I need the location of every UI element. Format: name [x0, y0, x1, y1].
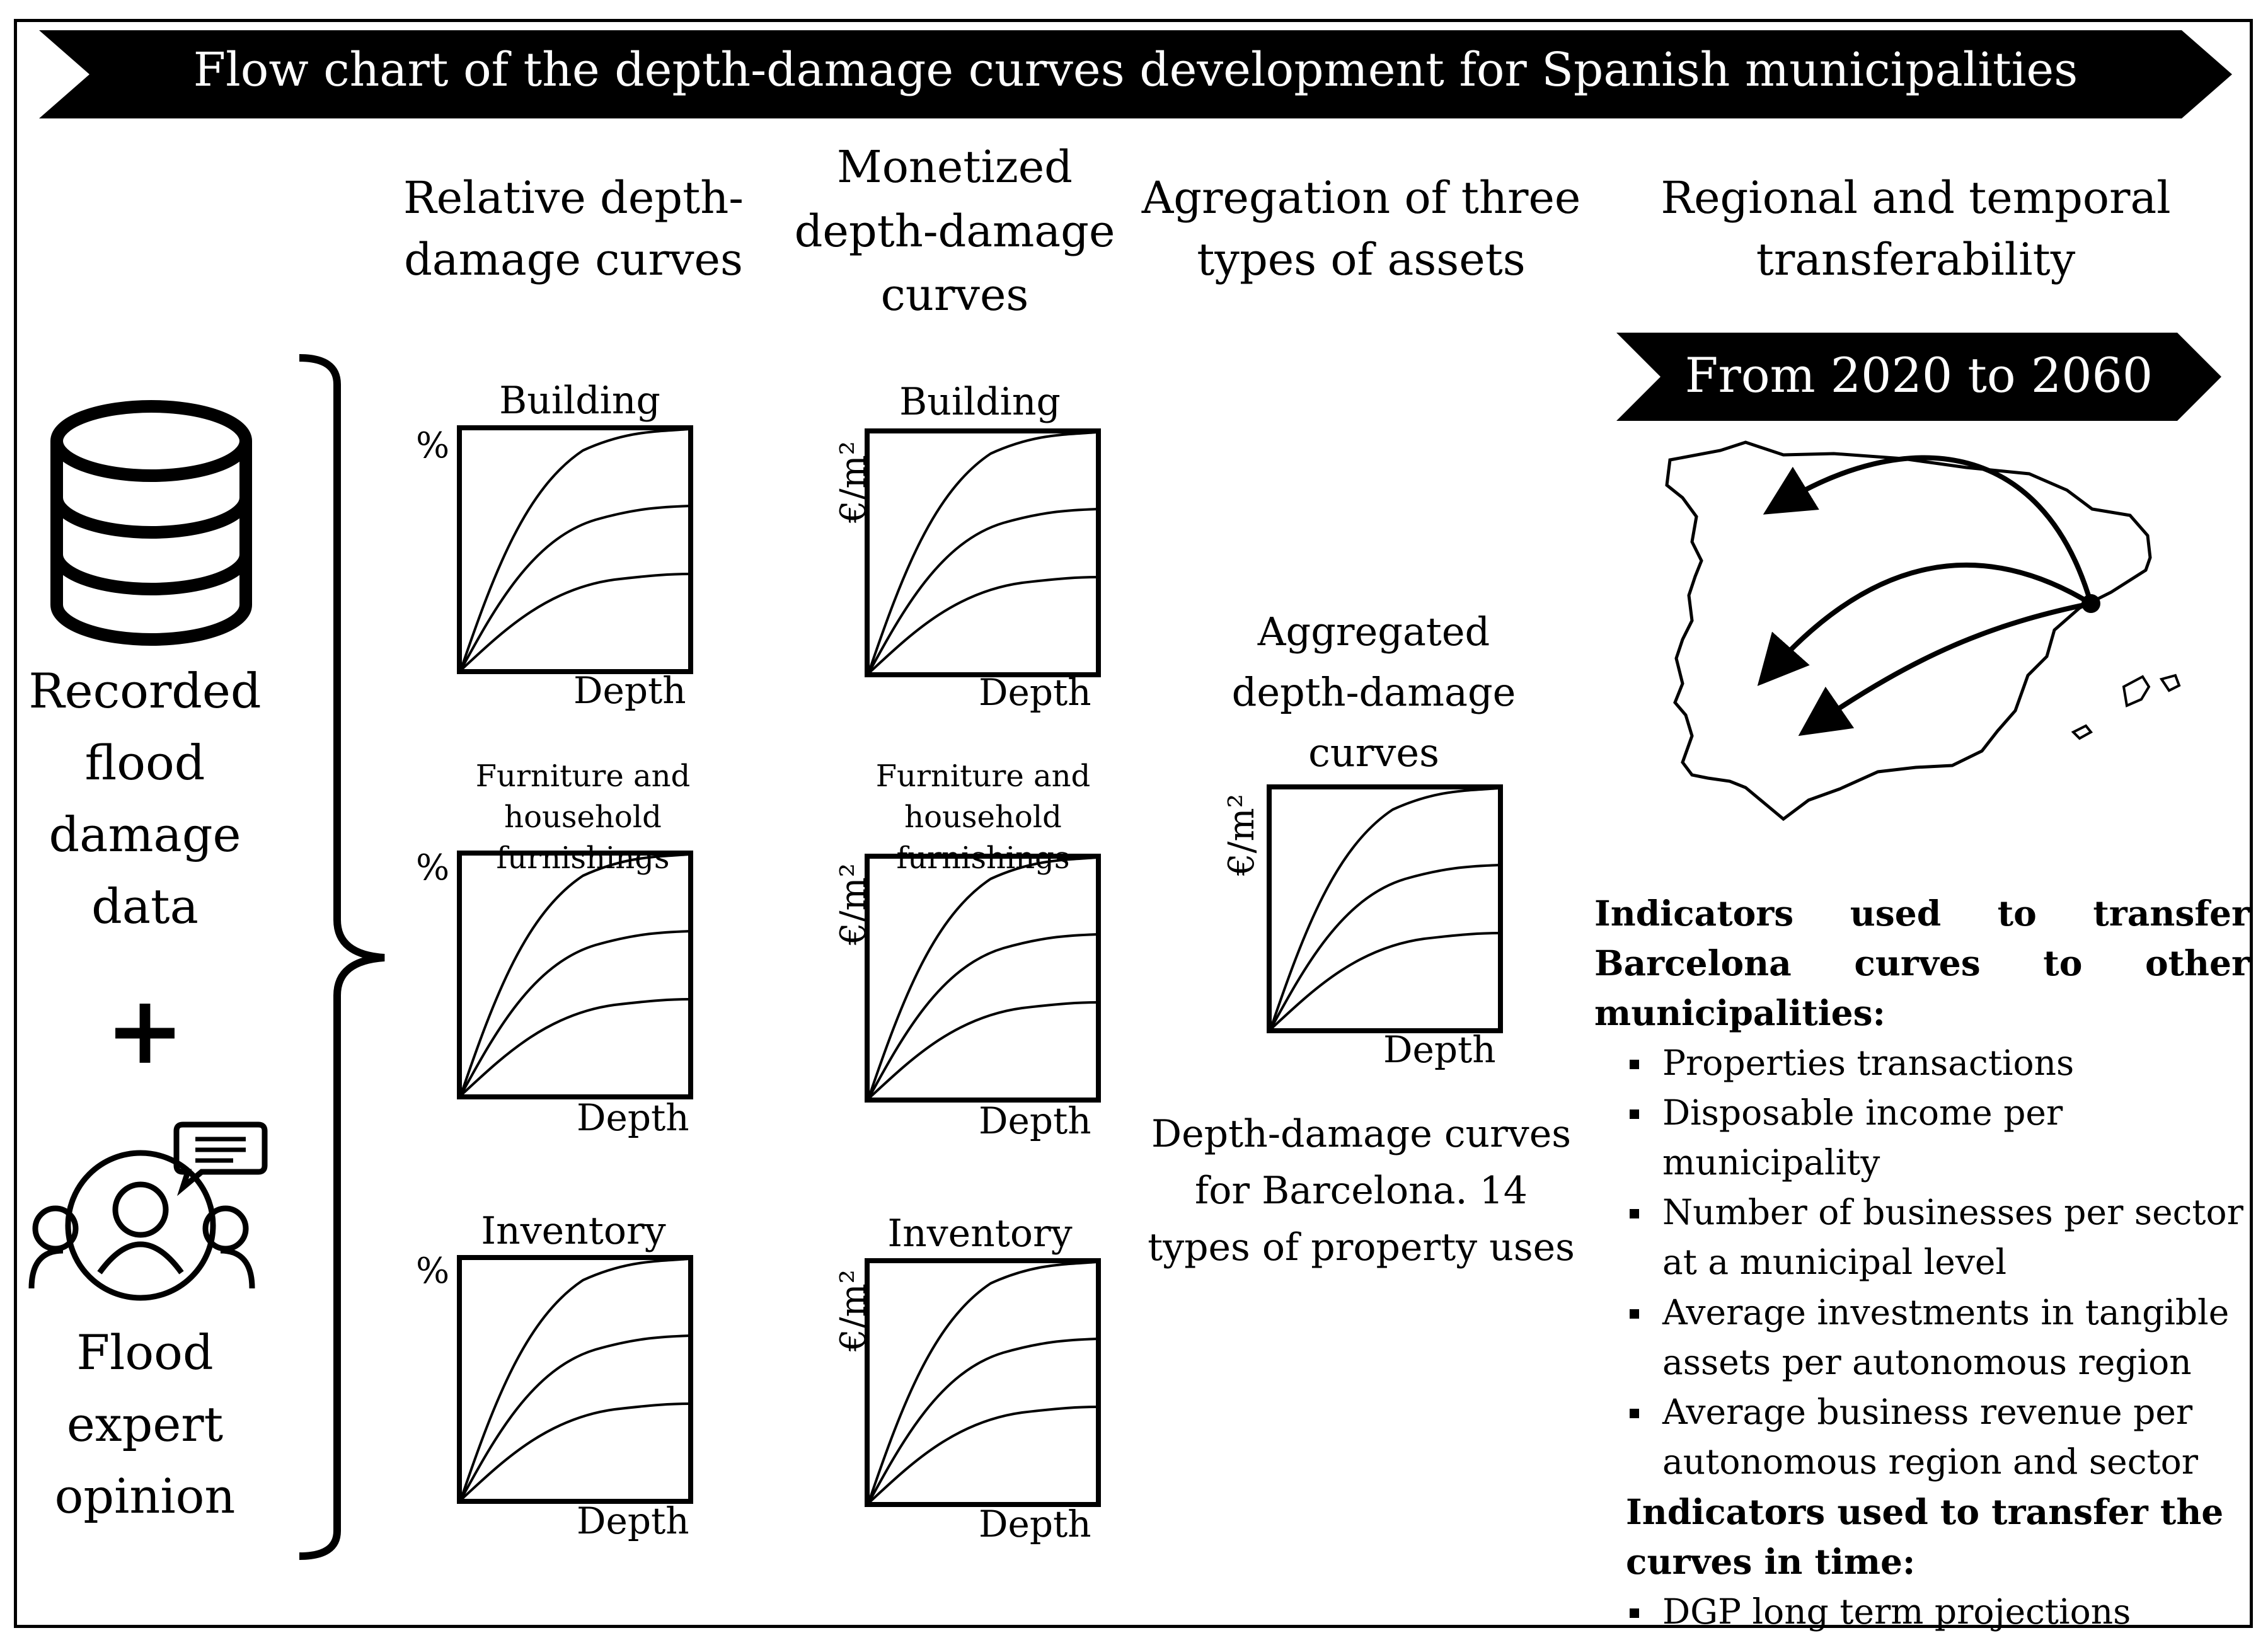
grouping-brace	[290, 347, 397, 1562]
damage-curve	[461, 574, 689, 670]
aggregated-chart	[1267, 784, 1503, 1033]
transferability-heading: Regional and temporal transferability	[1661, 172, 2171, 285]
damage-curve	[461, 854, 689, 1096]
monetized-building-xlabel: Depth	[979, 671, 1091, 714]
indicator-item: Average business revenue per autonomous region and sector	[1626, 1387, 2250, 1487]
space-indicators-list	[1594, 1038, 2250, 1487]
relative-building-ylabel: %	[416, 425, 450, 466]
relative-furniture-chart	[457, 851, 693, 1099]
chart-box	[867, 1261, 1098, 1505]
barcelona-caption: Depth-damage curves for Barcelona. 14 types of property uses	[1148, 1112, 1575, 1270]
damage-curve	[1270, 788, 1499, 1029]
damage-curve	[1270, 933, 1499, 1029]
monetized-furniture-title: Furniture and household furnishings	[875, 759, 1091, 876]
aggregated-xlabel: Depth	[1383, 1028, 1496, 1071]
damage-curve	[868, 857, 1097, 1099]
monetized-building-ylabel: €/m²	[833, 440, 874, 523]
relative-building-title: Building	[499, 379, 660, 423]
relative-inventory-ylabel: %	[416, 1251, 450, 1292]
relative-inventory-title: Inventory	[481, 1209, 666, 1253]
monetized-inventory-xlabel: Depth	[979, 1503, 1091, 1545]
relative-furniture-title: Furniture and household furnishings	[475, 759, 691, 876]
relative-inventory-chart	[457, 1255, 693, 1504]
time-indicators-heading: Indicators used to transfer the curves in time:	[1626, 1491, 2224, 1583]
monetized-inventory-title: Inventory	[887, 1212, 1073, 1256]
damage-curve	[868, 577, 1097, 673]
figure-title: Flow chart of the depth-damage curves development for Spanish municipalities	[193, 43, 2078, 97]
balearic-island-2	[2162, 675, 2179, 691]
relative-building-xlabel: Depth	[573, 669, 686, 712]
recorded-data-label: Recorded flood damage data	[28, 663, 262, 934]
plus-sign: +	[105, 975, 185, 1086]
relative-inventory-xlabel: Depth	[577, 1499, 689, 1542]
damage-curve	[868, 432, 1097, 673]
indicator-item: Average investments in tangible assets per autonomous region	[1626, 1288, 2250, 1387]
chart-box	[1269, 787, 1500, 1031]
indicator-item: Number of businesses per sector at a municipal level	[1626, 1188, 2250, 1287]
chart-box	[459, 428, 691, 672]
relative-curves-heading: Relative depth-damage curves	[403, 172, 744, 285]
space-indicators-heading: Indicators used to transfer Barcelona curves to other municipalities:	[1594, 893, 2250, 1034]
monetized-building-chart	[865, 428, 1101, 677]
damage-curve	[461, 1404, 689, 1500]
timeline-label: From 2020 to 2060	[1684, 347, 2153, 403]
indicator-item: Disposable income per municipality	[1626, 1088, 2250, 1188]
time-indicators-list	[1594, 1587, 2250, 1637]
damage-curve	[868, 1002, 1097, 1099]
relative-furniture-xlabel: Depth	[577, 1096, 689, 1139]
monetized-furniture-xlabel: Depth	[979, 1099, 1091, 1142]
monetized-building-title: Building	[899, 380, 1061, 424]
database-icon	[44, 397, 258, 649]
damage-curve	[461, 1259, 689, 1500]
indicator-item: Properties transactions	[1626, 1038, 2250, 1088]
aggregated-ylabel: €/m²	[1221, 793, 1262, 876]
chart-box	[867, 856, 1098, 1100]
balearic-island-3	[2073, 726, 2091, 738]
relative-furniture-ylabel: %	[416, 847, 450, 888]
aggregated-chart-title: Aggregated depth-damage curves	[1231, 609, 1516, 776]
monetized-furniture-chart	[865, 854, 1101, 1103]
iberian-peninsula-outline	[1667, 442, 2150, 819]
experts-icon	[25, 1121, 271, 1304]
relative-building-chart	[457, 425, 693, 674]
expert-opinion-label: Flood expert opinion	[54, 1324, 236, 1524]
damage-curve	[868, 1262, 1097, 1503]
chart-box	[867, 431, 1098, 675]
balearic-island-1	[2124, 677, 2149, 706]
aggregation-heading: Agregation of three types of assets	[1141, 172, 1581, 285]
damage-curve	[461, 429, 689, 670]
monetized-inventory-chart	[865, 1258, 1101, 1507]
monetized-furniture-ylabel: €/m²	[833, 863, 874, 945]
chart-box	[459, 853, 691, 1097]
indicators-block	[1594, 888, 2250, 1637]
damage-curve	[461, 999, 689, 1096]
damage-curve	[868, 1407, 1097, 1503]
monetized-inventory-ylabel: €/m²	[833, 1269, 874, 1351]
chart-box	[459, 1258, 691, 1501]
indicator-item: DGP long term projections	[1626, 1587, 2250, 1637]
monetized-curves-heading: Monetized depth-damage curves	[794, 141, 1115, 321]
spain-map	[1638, 435, 2206, 863]
